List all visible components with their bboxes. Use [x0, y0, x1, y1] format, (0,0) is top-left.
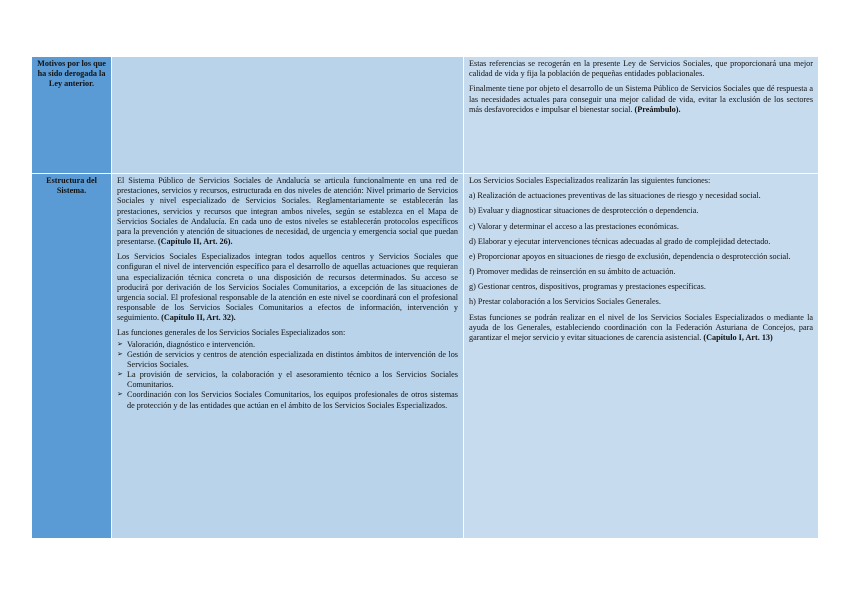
list-item: ➢ Gestión de servicios y centros de atención especializada en distintos ámbitos de intervención de los Servicios Sociales.	[117, 350, 458, 370]
comparison-table	[31, 56, 819, 539]
cell-left	[112, 174, 464, 539]
paragraph: Los Servicios Sociales Especializados realizarán las siguientes funciones:	[469, 176, 711, 185]
cell-right	[464, 57, 819, 174]
list-item: ➢ Valoración, diagnóstico e intervención.	[117, 340, 458, 350]
paragraph: Estas referencias se recogerán en la presente Ley de Servicios Sociales, que proporcionará una mejor calidad de vida y fija la población de pequeñas entidades poblacionales.	[469, 59, 813, 79]
paragraph: c) Valorar y determinar el acceso a las prestaciones económicas.	[469, 221, 679, 231]
paragraph: Los Servicios Sociales Especializados integran todos aquellos centros y Servicios Sociales que configuran el nivel de intervención específico para el desarrollo de aquellas actuaciones que requieran una especialización técnica concreta o una disposición de recursos determinados. Su acceso se producirá por derivación de los Servicios Sociales Comunitarios, a excepción de las situaciones de urgencia social. El profesional responsable de la atención en este nivel se coordinará con el profesional responsable de los Servicios Sociales Comunitarios a efectos de información, intervención y seguimiento. (Capítulo II, Art. 32).	[117, 252, 458, 323]
citation: (Capítulo II, Art. 26).	[157, 237, 233, 247]
paragraph: Las funciones generales de los Servicios Sociales Especializados son:	[117, 328, 346, 338]
cell-right	[464, 174, 819, 539]
citation: (Capítulo I, Art. 13)	[703, 332, 773, 342]
paragraph: f) Promover medidas de reinserción en su ámbito de actuación.	[469, 267, 676, 277]
paragraph: g) Gestionar centros, dispositivos, programas y prestaciones específicas.	[469, 282, 706, 292]
list-item: ➢ Coordinación con los Servicios Sociales Comunitarios, los equipos profesionales de otros sistemas de protección y de las entidades que actúan en el ámbito de los Servicios Sociales Especializados.	[117, 390, 458, 410]
paragraph: Finalmente tiene por objeto el desarrollo de un Sistema Público de Servicios Sociales que dé respuesta a las necesidades actuales para conseguir una mejor calidad de vida, evitar la exclusión de los sectores más desfavorecidos e impulsar el bienestar social. (Preámbulo).	[469, 84, 813, 114]
cell-left	[112, 57, 464, 174]
citation: (Capítulo II, Art. 32).	[161, 313, 236, 323]
paragraph: a) Realización de actuaciones preventivas de las situaciones de riesgo y necesidad social.	[469, 191, 761, 201]
list-item: ➢ La provisión de servicios, la colaboración y el asesoramiento técnico a los Servicios Sociales Comunitarios.	[117, 370, 458, 390]
paragraph: d) Elaborar y ejecutar intervenciones técnicas adecuadas al grado de complejidad detectado.	[469, 236, 771, 246]
paragraph: h) Prestar colaboración a los Servicios Sociales Generales.	[469, 297, 661, 307]
citation: (Preámbulo).	[634, 104, 681, 114]
paragraph: e) Proporcionar apoyos en situaciones de riesgo de exclusión, dependencia o desprotección social.	[469, 251, 791, 261]
paragraph: El Sistema Público de Servicios Sociales de Andalucía se articula funcionalmente en una red de prestaciones, servicios y recursos, estructurada en dos niveles de atención: Nivel primario de Servicios Sociales y nivel especializado de Servicios Sociales. Reglamentariamente se establecerán las prestaciones, servicios y recursos que integran ambos niveles, según se establezca en el Mapa de Servicios Sociales de Andalucía. En cada uno de estos niveles se establecerán protocolos específicos para la prevención y atención de situaciones de necesidad, de urgencia y emergencia social que puedan presentarse. (Capítulo II, Art. 26).	[117, 176, 458, 247]
functions-list	[117, 340, 458, 411]
paragraph: b) Evaluar y diagnosticar situaciones de desprotección o dependencia.	[469, 206, 699, 216]
row-header: Estructura del Sistema.	[32, 174, 112, 539]
paragraph: Estas funciones se podrán realizar en el nivel de los Servicios Sociales Especializados o mediante la ayuda de los Generales, estableciendo coordinación con la Federación Asturiana de Concejos, para garantizar el mejor servicio y evitar situaciones de carencia asistencial. (Capítulo I, Art. 13)	[469, 312, 813, 342]
row-header: Motivos por los que ha sido derogada la Ley anterior.	[32, 57, 112, 174]
table-row	[32, 57, 819, 174]
table-row	[32, 174, 819, 539]
